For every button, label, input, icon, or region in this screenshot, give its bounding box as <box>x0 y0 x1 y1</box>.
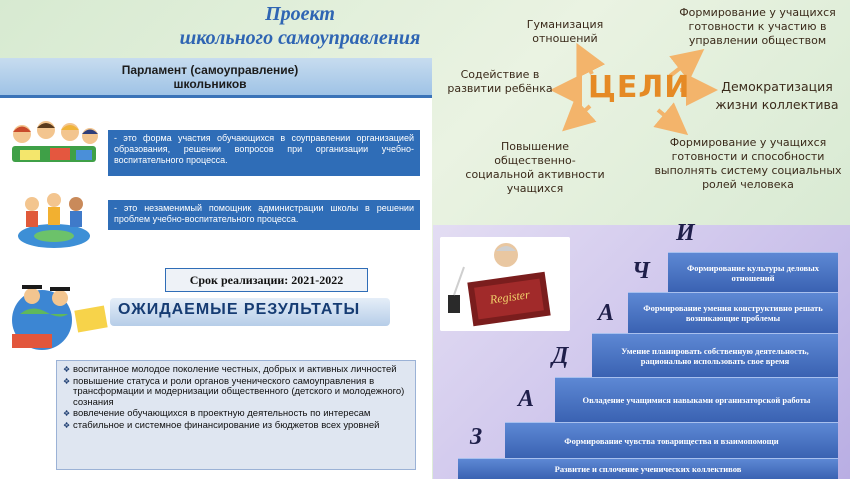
results-item: ❖ повышение статуса и роли органов ученического самоуправления в трансформации и модернизации общественного (детского и молодежного) сознания <box>63 377 409 409</box>
goal-readiness-participation: Формирование у учащихся готовности к участию в управлении обществом <box>679 6 836 47</box>
letter-a1: А <box>518 386 535 412</box>
term-value: 2021-2022 <box>291 273 344 287</box>
implementation-period <box>165 268 368 292</box>
parliament-header <box>0 58 432 98</box>
letter-a2: А <box>598 300 615 326</box>
definition-box-2: - это незаменимый помощник администрации школы в решении проблем учебно-воспитательного процесса. <box>108 200 420 230</box>
book-label: Register <box>488 287 531 307</box>
results-item: ❖ воспитанное молодое поколение честных, добрых и активных личностей <box>63 365 409 376</box>
definition-box-1: - это форма участия обучающихся в соуправлении организацией образования, решении вопросов при организации учебно-воспитательного процесса. <box>108 130 420 176</box>
title-line-2: школьного самоуправления <box>179 27 421 49</box>
parliament-title-line-1: Парламент (самоуправление) <box>121 63 299 77</box>
step-6: Формирование культуры деловых отношений <box>668 252 838 292</box>
results-item: ❖ вовлечение обучающихся в проектную деятельность по интересам <box>63 409 409 420</box>
slide-title <box>130 2 470 50</box>
results-list <box>56 360 416 470</box>
children-globe-illustration <box>4 182 102 250</box>
goal-readiness-roles: Формирование у учащихся готовности и способности выполнять систему социальных ролей человека <box>654 136 842 191</box>
children-reading-illustration <box>6 116 102 168</box>
letter-d: Д <box>552 343 569 369</box>
goal-humanization: Гуманизация отношений <box>526 18 604 45</box>
results-title: ОЖИДАЕМЫЕ РЕЗУЛЬТАТЫ <box>118 301 361 318</box>
left-panel <box>0 58 432 479</box>
goal-democratization: Демократизация жизни коллектива <box>715 79 839 112</box>
graduates-illustration <box>2 274 112 352</box>
step-1: Развитие и сплочение ученических коллективов <box>458 458 838 479</box>
goal-social-activity: Повышение общественно-социальной активности учащихся <box>465 140 605 195</box>
results-item: ❖ стабильное и системное финансирование из бюджетов всех уровней <box>63 421 409 432</box>
step-4: Умение планировать собственную деятельность, рационально использовать свое время <box>592 333 838 377</box>
goals-center: ЦЕЛИ <box>588 70 691 105</box>
letter-i: И <box>676 220 695 246</box>
parliament-title-line-2: школьников <box>173 77 247 91</box>
results-banner <box>110 298 390 326</box>
step-2: Формирование чувства товарищества и взаимопомощи <box>505 422 838 458</box>
title-line-1: Проект <box>265 3 335 25</box>
goal-child-development: Содействие в развитии ребёнка <box>447 68 553 95</box>
letter-z: З <box>470 424 483 450</box>
term-label: Срок реализации: <box>189 273 289 287</box>
step-3: Овладение учащимися навыками организаторской работы <box>555 377 838 422</box>
letter-ch: Ч <box>632 258 650 284</box>
step-5: Формирование умения конструктивно решать возникающие проблемы <box>628 292 838 333</box>
register-book-illustration <box>440 237 570 331</box>
parliament-title <box>60 63 360 91</box>
